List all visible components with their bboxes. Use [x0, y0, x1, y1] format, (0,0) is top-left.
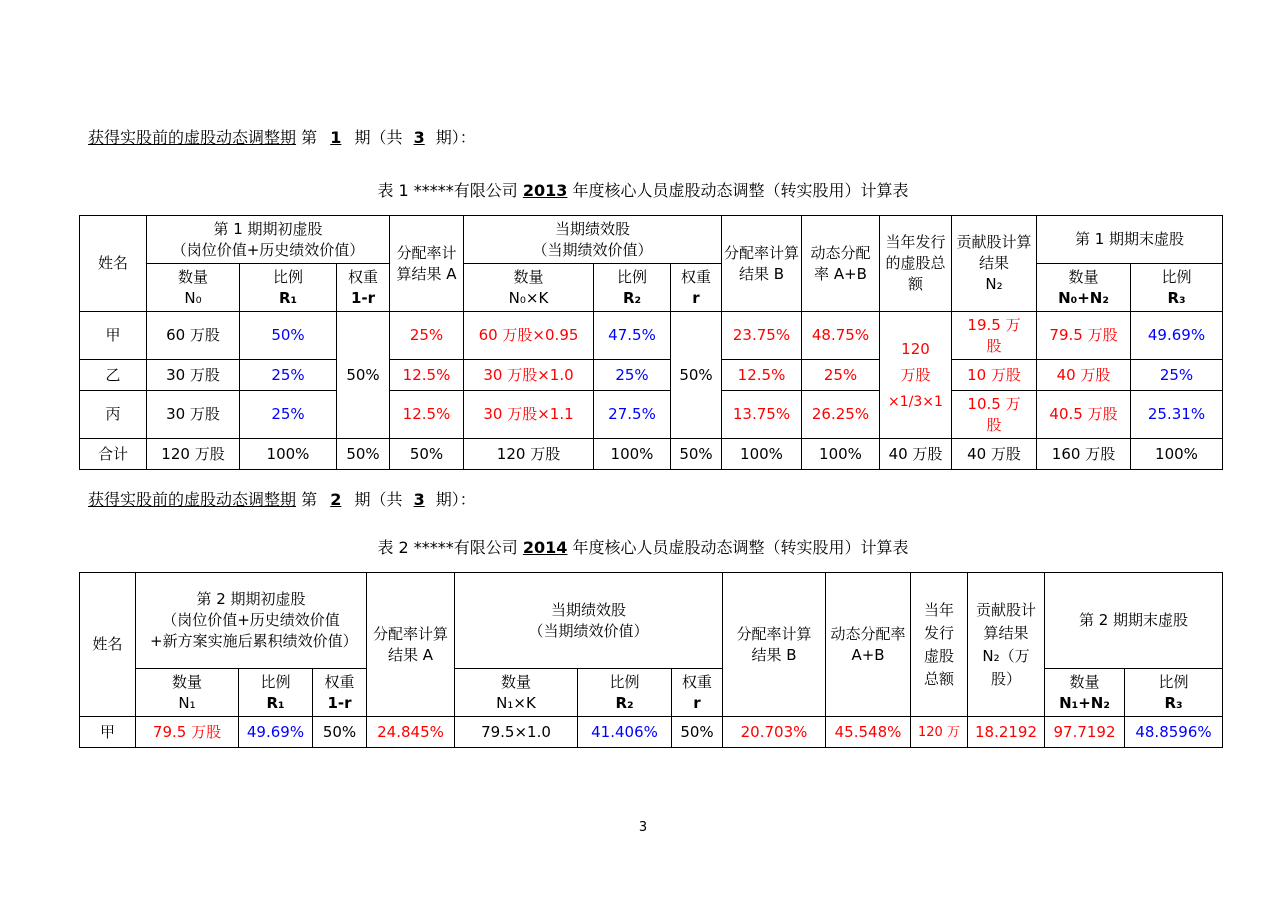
header-perf-qty: 数量 N₁×K	[455, 669, 578, 717]
cell-a: 50%	[390, 439, 464, 470]
cell-n2: 19.5 万股	[952, 312, 1037, 360]
cell-n1k: 79.5×1.0	[455, 717, 578, 748]
cell-n0k: 60 万股×0.95	[464, 312, 594, 360]
cell-issue: 40 万股	[880, 439, 952, 470]
cell-weight-merged: 50%	[337, 312, 390, 439]
cell-a: 25%	[390, 312, 464, 360]
cell-r2: 41.406%	[578, 717, 672, 748]
header-qty: 数量 N₁	[136, 669, 239, 717]
cell-n0: 60 万股	[147, 312, 240, 360]
heading-total: 3	[413, 128, 425, 147]
cell-r3: 100%	[1131, 439, 1223, 470]
header-alloc-b: 分配率计算结果 B	[722, 216, 802, 312]
cell-n0k: 30 万股×1.1	[464, 391, 594, 439]
cell-n0n2: 79.5 万股	[1037, 312, 1131, 360]
header-end-ratio: 比例 R₃	[1131, 264, 1223, 312]
cell-r2: 100%	[594, 439, 671, 470]
cell-r2: 47.5%	[594, 312, 671, 360]
cell-n0n2: 160 万股	[1037, 439, 1131, 470]
header-perf-weight: 权重 r	[672, 669, 723, 717]
header-alloc-b: 分配率计算结果 B	[723, 573, 826, 717]
cell-r1: 25%	[240, 360, 337, 391]
cell-r2: 27.5%	[594, 391, 671, 439]
heading-mid2: 期（共	[354, 490, 403, 509]
cell-a: 12.5%	[390, 360, 464, 391]
cell-perf-weight-merged: 50%	[671, 312, 722, 439]
cell-n1: 79.5 万股	[136, 717, 239, 748]
header-ratio: 比例 R₁	[239, 669, 313, 717]
table-total-row	[80, 439, 1223, 470]
cell-n0n2: 40 万股	[1037, 360, 1131, 391]
heading-end: 期）：	[435, 490, 476, 509]
heading-label: 获得实股前的虚股动态调整期	[88, 490, 297, 509]
header-ratio: 比例 R₁	[240, 264, 337, 312]
header-perf: 当期绩效股 （当期绩效价值）	[455, 573, 723, 669]
header-name: 姓名	[80, 573, 136, 717]
cell-name: 乙	[80, 360, 147, 391]
cell-b: 23.75%	[722, 312, 802, 360]
header-perf-ratio: 比例 R₂	[578, 669, 672, 717]
cell-ab: 26.25%	[802, 391, 880, 439]
cell-r1: 100%	[240, 439, 337, 470]
cell-b: 100%	[722, 439, 802, 470]
cell-b: 12.5%	[722, 360, 802, 391]
table-title-2	[0, 535, 1286, 558]
header-perf-ratio: 比例 R₂	[594, 264, 671, 312]
title-suffix: 年度核心人员虚股动态调整（转实股用）计算表	[567, 181, 909, 200]
table-row	[80, 312, 1223, 360]
title-prefix: 表 1 *****有限公司	[377, 181, 523, 200]
calc-table-1	[79, 215, 1223, 470]
cell-r1: 49.69%	[239, 717, 313, 748]
page-number: 3	[638, 820, 648, 835]
title-prefix: 表 2 *****有限公司	[377, 538, 523, 557]
header-end-qty: 数量 N₁+N₂	[1045, 669, 1125, 717]
table-row	[80, 717, 1223, 748]
heading-period: 2	[330, 490, 342, 509]
cell-n1n2: 97.7192	[1045, 717, 1125, 748]
header-issue: 当年发行的虚股总额	[880, 216, 952, 312]
cell-ab: 100%	[802, 439, 880, 470]
cell-ab: 48.75%	[802, 312, 880, 360]
header-name: 姓名	[80, 216, 147, 312]
cell-r3: 25.31%	[1131, 391, 1223, 439]
cell-n0: 30 万股	[147, 360, 240, 391]
header-dynamic: 动态分配率 A+B	[826, 573, 911, 717]
cell-n2: 40 万股	[952, 439, 1037, 470]
header-initial: 第 2 期期初虚股 （岗位价值+历史绩效价值+新方案实施后累积绩效价值）	[136, 573, 367, 669]
heading-mid: 第	[301, 128, 318, 147]
header-dynamic: 动态分配率 A+B	[802, 216, 880, 312]
cell-r2: 25%	[594, 360, 671, 391]
cell-weight: 50%	[313, 717, 367, 748]
heading-mid2: 期（共	[354, 128, 403, 147]
header-weight: 权重 1-r	[337, 264, 390, 312]
header-alloc-a: 分配率计算结果 A	[390, 216, 464, 312]
cell-b: 20.703%	[723, 717, 826, 748]
period-heading-1	[88, 125, 476, 148]
cell-weight: 50%	[337, 439, 390, 470]
cell-n2: 10 万股	[952, 360, 1037, 391]
cell-name: 甲	[80, 717, 136, 748]
header-end: 第 2 期期末虚股	[1045, 573, 1223, 669]
cell-n0k: 120 万股	[464, 439, 594, 470]
cell-issue: 120 万	[911, 717, 968, 748]
cell-n0: 120 万股	[147, 439, 240, 470]
table-row	[80, 391, 1223, 439]
header-initial: 第 1 期期初虚股 （岗位价值+历史绩效价值）	[147, 216, 390, 264]
heading-period: 1	[330, 128, 342, 147]
header-contrib: 贡献股计算结果 N₂	[952, 216, 1037, 312]
cell-r3: 48.8596%	[1125, 717, 1223, 748]
cell-perf-weight: 50%	[672, 717, 723, 748]
period-heading-2	[88, 487, 476, 510]
cell-n2: 18.2192	[968, 717, 1045, 748]
cell-issue-merged: 120 万股 ×1/3×1	[880, 312, 952, 439]
header-qty: 数量 N₀	[147, 264, 240, 312]
cell-name: 合计	[80, 439, 147, 470]
header-end-ratio: 比例 R₃	[1125, 669, 1223, 717]
cell-n0: 30 万股	[147, 391, 240, 439]
header-perf: 当期绩效股 （当期绩效价值）	[464, 216, 722, 264]
heading-mid: 第	[301, 490, 318, 509]
heading-end: 期）：	[435, 128, 476, 147]
cell-r1: 50%	[240, 312, 337, 360]
title-year: 2013	[522, 181, 568, 200]
cell-name: 甲	[80, 312, 147, 360]
cell-a: 24.845%	[367, 717, 455, 748]
cell-ab: 45.548%	[826, 717, 911, 748]
cell-n0n2: 40.5 万股	[1037, 391, 1131, 439]
cell-perf-weight: 50%	[671, 439, 722, 470]
cell-a: 12.5%	[390, 391, 464, 439]
table-title-1	[0, 178, 1286, 201]
cell-name: 丙	[80, 391, 147, 439]
header-weight: 权重 1-r	[313, 669, 367, 717]
header-end-qty: 数量 N₀+N₂	[1037, 264, 1131, 312]
title-suffix: 年度核心人员虚股动态调整（转实股用）计算表	[567, 538, 909, 557]
header-end: 第 1 期期末虚股	[1037, 216, 1223, 264]
heading-label: 获得实股前的虚股动态调整期	[88, 128, 297, 147]
cell-r3: 49.69%	[1131, 312, 1223, 360]
title-year: 2014	[522, 538, 568, 557]
cell-r1: 25%	[240, 391, 337, 439]
cell-b: 13.75%	[722, 391, 802, 439]
header-perf-qty: 数量 N₀×K	[464, 264, 594, 312]
cell-ab: 25%	[802, 360, 880, 391]
calc-table-2	[79, 572, 1223, 748]
header-alloc-a: 分配率计算结果 A	[367, 573, 455, 717]
table-row	[80, 360, 1223, 391]
header-perf-weight: 权重 r	[671, 264, 722, 312]
heading-total: 3	[413, 490, 425, 509]
cell-n2: 10.5 万股	[952, 391, 1037, 439]
cell-r3: 25%	[1131, 360, 1223, 391]
header-issue: 当年发行虚股总额	[911, 573, 968, 717]
header-contrib: 贡献股计算结果 N₂（万股）	[968, 573, 1045, 717]
cell-n0k: 30 万股×1.0	[464, 360, 594, 391]
